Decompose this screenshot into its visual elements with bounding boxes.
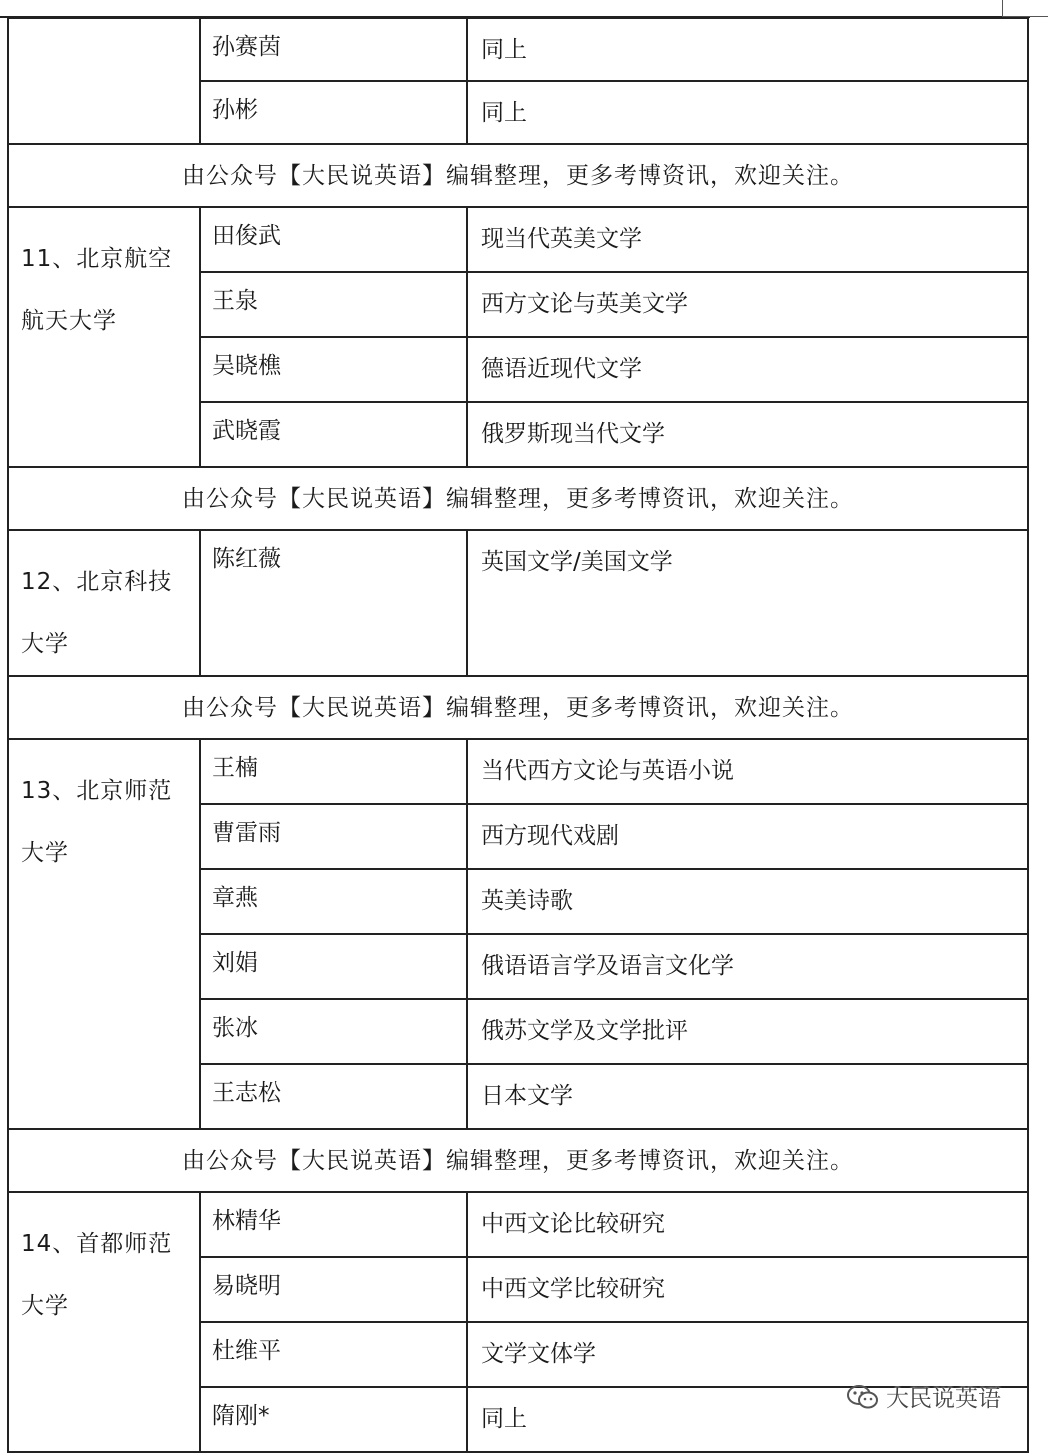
research-field: 西方文论与英美文学 — [467, 272, 1028, 337]
research-field: 中西文学比较研究 — [467, 1257, 1028, 1322]
notice-text: 由公众号【大民说英语】编辑整理，更多考博资讯，欢迎关注。 — [8, 676, 1028, 739]
supervisor-name: 王泉 — [200, 272, 467, 337]
notice-row — [8, 676, 1028, 739]
notice-row — [8, 144, 1028, 207]
research-field: 日本文学 — [467, 1064, 1028, 1129]
supervisor-name: 王志松 — [200, 1064, 467, 1129]
supervisor-name: 刘娟 — [200, 934, 467, 999]
research-field: 俄苏文学及文学批评 — [467, 999, 1028, 1064]
supervisor-name: 田俊武 — [200, 207, 467, 272]
research-field: 德语近现代文学 — [467, 337, 1028, 402]
supervisor-name: 曹雷雨 — [200, 804, 467, 869]
university-cell: 13、北京师范大学 — [8, 739, 200, 1129]
supervisor-name: 张冰 — [200, 999, 467, 1064]
watermark-text: 大民说英语 — [886, 1386, 1001, 1412]
table-body — [8, 18, 1028, 1452]
research-field: 中西文论比较研究 — [467, 1192, 1028, 1257]
research-field: 同上 — [467, 1387, 1028, 1452]
notice-text: 由公众号【大民说英语】编辑整理，更多考博资讯，欢迎关注。 — [8, 144, 1028, 207]
watermark — [846, 1380, 1001, 1413]
research-field: 当代西方文论与英语小说 — [467, 739, 1028, 804]
supervisor-name: 武晓霞 — [200, 402, 467, 467]
research-field: 俄语语言学及语言文化学 — [467, 934, 1028, 999]
supervisor-name: 王楠 — [200, 739, 467, 804]
supervisor-name: 陈红薇 — [200, 530, 467, 676]
research-field: 同上 — [467, 81, 1028, 144]
research-field: 文学文体学 — [467, 1322, 1028, 1387]
supervisor-name: 孙赛茵 — [200, 18, 467, 81]
notice-text: 由公众号【大民说英语】编辑整理，更多考博资讯，欢迎关注。 — [8, 467, 1028, 530]
supervisor-table — [7, 17, 1029, 1453]
university-cell-continued — [8, 18, 200, 144]
research-field: 同上 — [467, 18, 1028, 81]
supervisor-name: 杜维平 — [200, 1322, 467, 1387]
page-corner-mark — [1002, 0, 1003, 17]
research-field: 英美诗歌 — [467, 869, 1028, 934]
research-field: 英国文学/美国文学 — [467, 530, 1028, 676]
wechat-icon — [846, 1383, 880, 1411]
supervisor-name: 林精华 — [200, 1192, 467, 1257]
table-row — [8, 1192, 1028, 1257]
supervisor-name: 隋刚* — [200, 1387, 467, 1452]
table-row — [8, 18, 1028, 81]
supervisor-name: 孙彬 — [200, 81, 467, 144]
research-field: 俄罗斯现当代文学 — [467, 402, 1028, 467]
table-row — [8, 739, 1028, 804]
university-cell: 11、北京航空航天大学 — [8, 207, 200, 467]
supervisor-name: 易晓明 — [200, 1257, 467, 1322]
notice-row — [8, 1129, 1028, 1192]
notice-text: 由公众号【大民说英语】编辑整理，更多考博资讯，欢迎关注。 — [8, 1129, 1028, 1192]
university-cell: 12、北京科技大学 — [8, 530, 200, 676]
supervisor-name: 章燕 — [200, 869, 467, 934]
research-field: 现当代英美文学 — [467, 207, 1028, 272]
university-cell: 14、首都师范大学 — [8, 1192, 200, 1452]
notice-row — [8, 467, 1028, 530]
supervisor-name: 吴晓樵 — [200, 337, 467, 402]
research-field: 西方现代戏剧 — [467, 804, 1028, 869]
table-row — [8, 207, 1028, 272]
table-row — [8, 530, 1028, 676]
